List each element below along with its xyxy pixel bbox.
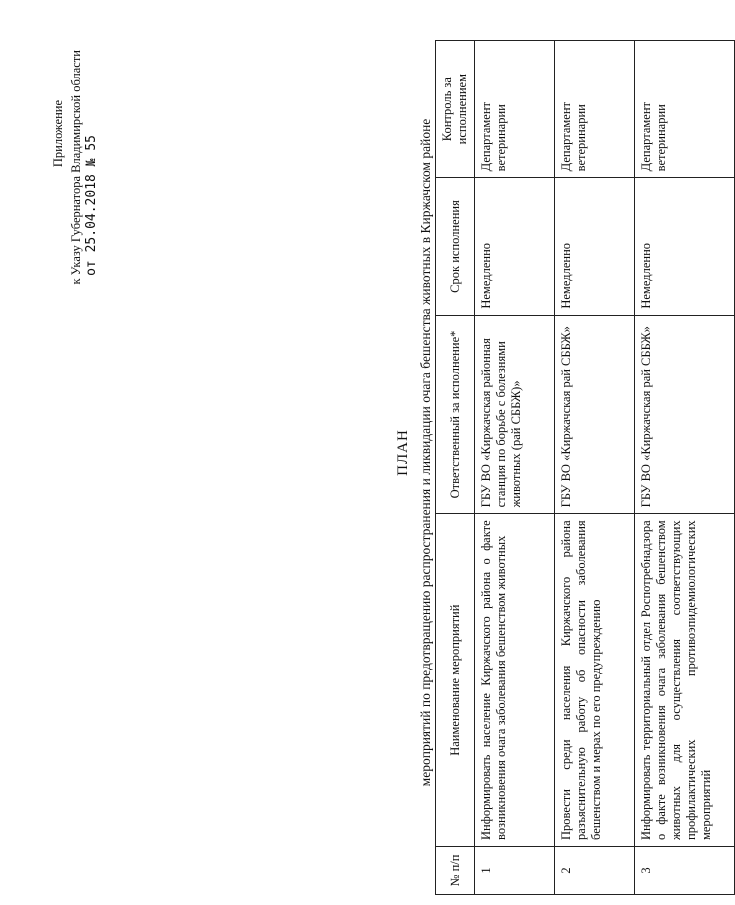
row-responsible: ГБУ ВО «Киржачская рай СББЖ» [635,315,735,514]
row-number: 1 [475,847,555,895]
decree-reference: к Указу Губернатора Владимирской области [69,50,83,285]
row-term: Немедленно [475,178,555,315]
appendix-label: Приложение [51,100,65,168]
table-row [635,41,735,895]
row-responsible: ГБУ ВО «Киржачская районная станция по борьбе с болезнями животных (рай СББЖ)» [475,315,555,514]
page-subtitle: мероприятий по предотвращению распространения и ликвидации очага бешенства животных в Киржачском районе [418,118,433,787]
row-measure: Провести среди населения Киржачского района разъяснительную работу об опасности заболевания бешенством и мерах по его предупреждению [555,514,635,847]
decree-date-number: от 25.04.2018 № 55 [84,135,99,276]
plan-table [435,40,735,895]
row-control: Департамент ветеринарии [635,41,735,178]
row-control: Департамент ветеринарии [555,41,635,178]
row-control: Департамент ветеринарии [475,41,555,178]
table-row [475,41,555,895]
row-measure: Информировать население Киржачского района о факте возникновения очага заболевания бешенством животных [475,514,555,847]
row-measure: Информировать территориальный отдел Роспотребнадзора о факте возникновения очага заболевания бешенством животных для осуществления соответствующих профилактических противоэпидемиологических мероприятий [635,514,735,847]
row-responsible: ГБУ ВО «Киржачская рай СББЖ» [555,315,635,514]
column-header-responsible: Ответственный за исполнение* [436,315,475,514]
column-header-term: Срок исполнения [436,178,475,315]
column-header-name: Наименование мероприятий [436,514,475,847]
page-title: ПЛАН [395,429,411,476]
column-header-control: Контроль за исполнением [436,41,475,178]
row-number: 3 [635,847,735,895]
row-number: 2 [555,847,635,895]
column-header-number: № п/п [436,847,475,895]
table-row [555,41,635,895]
row-term: Немедленно [555,178,635,315]
table-header-row [436,41,475,895]
row-term: Немедленно [635,178,735,315]
